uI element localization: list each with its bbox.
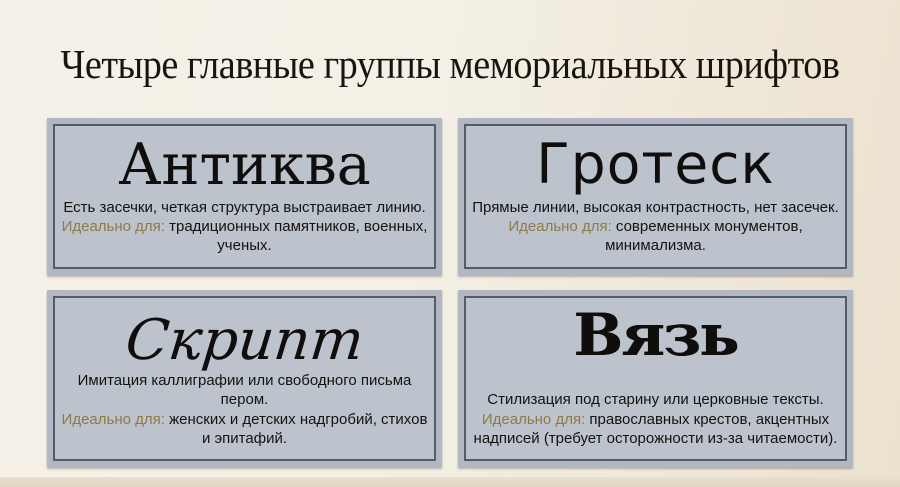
card-vyaz-description bbox=[467, 390, 845, 448]
card-vyaz-heading: Вязь bbox=[573, 300, 738, 369]
card-vyaz-ideal-text: православных крестов, акцентных надписей (требует осторожности из-за читаемости). bbox=[473, 410, 838, 447]
card-script-heading: Скрипт bbox=[122, 307, 367, 373]
page-title: Четыре главные группы мемориальных шрифтов bbox=[60, 41, 840, 88]
card-antiqua-description bbox=[56, 198, 434, 256]
card-grotesque-ideal-text: современных монументов, минимализма. bbox=[605, 218, 803, 255]
card-grotesque-frame bbox=[464, 124, 847, 269]
card-grotesque-desc-text: Прямые линии, высокая контрастность, нет засечек. bbox=[472, 199, 839, 217]
font-groups-grid bbox=[47, 118, 853, 467]
card-antiqua-heading: Антиква bbox=[118, 132, 371, 198]
card-grotesque-description bbox=[467, 198, 845, 256]
card-script bbox=[47, 290, 442, 467]
card-grotesque-heading: Гротеск bbox=[536, 132, 775, 196]
card-script-desc-text: Имитация каллиграфии или свободного письма пером. bbox=[77, 372, 412, 409]
card-script-ideal-label: Идеально для: bbox=[61, 410, 165, 428]
card-grotesque-ideal-label: Идеально для: bbox=[508, 218, 612, 236]
card-script-frame bbox=[53, 296, 436, 461]
card-antiqua-ideal-label: Идеально для: bbox=[61, 218, 165, 236]
card-antiqua bbox=[47, 118, 442, 275]
card-vyaz-desc-text: Стилизация под старину или церковные тексты. bbox=[487, 391, 824, 409]
card-vyaz-frame bbox=[464, 296, 847, 461]
card-script-ideal-text: женских и детских надгробий, стихов и эпитафий. bbox=[169, 410, 428, 447]
card-grotesque bbox=[458, 118, 853, 275]
card-antiqua-desc-text: Есть засечки, четкая структура выстраивает линию. bbox=[63, 199, 426, 217]
card-script-description bbox=[56, 371, 434, 448]
bottom-edge-strip bbox=[0, 477, 900, 487]
card-antiqua-ideal-text: традиционных памятников, военных, ученых. bbox=[169, 218, 428, 255]
card-vyaz bbox=[458, 290, 853, 467]
card-vyaz-ideal-label: Идеально для: bbox=[481, 410, 586, 428]
card-antiqua-frame bbox=[53, 124, 436, 269]
